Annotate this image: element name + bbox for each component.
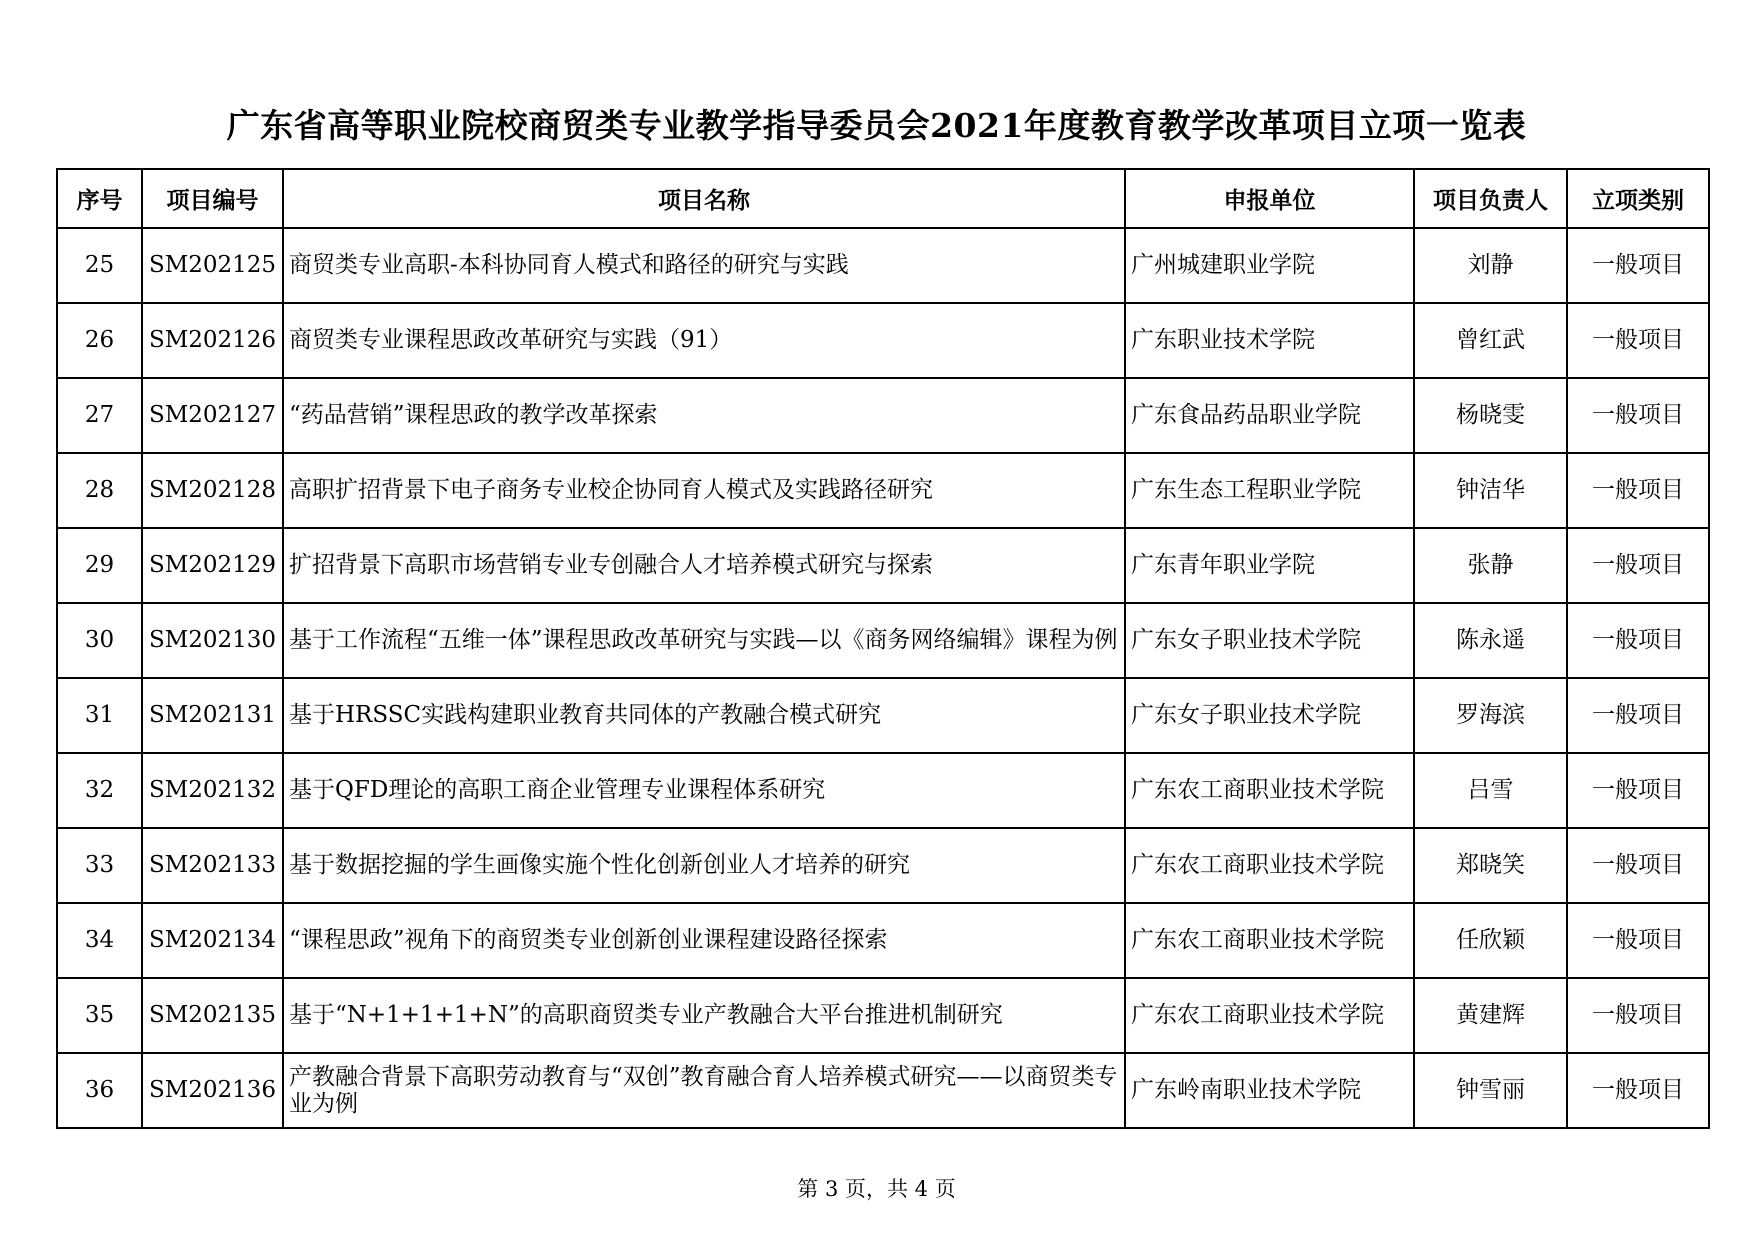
cell-unit: 广东岭南职业技术学院 <box>1125 1053 1414 1128</box>
cell-leader: 罗海滨 <box>1414 678 1567 753</box>
cell-project-name: 商贸类专业高职-本科协同育人模式和路径的研究与实践 <box>283 228 1125 303</box>
cell-code: SM202129 <box>142 528 283 603</box>
cell-category: 一般项目 <box>1567 828 1709 903</box>
cell-seq: 26 <box>57 303 142 378</box>
cell-seq: 35 <box>57 978 142 1053</box>
cell-unit: 广东职业技术学院 <box>1125 303 1414 378</box>
cell-unit: 广州城建职业学院 <box>1125 228 1414 303</box>
cell-unit: 广东生态工程职业学院 <box>1125 453 1414 528</box>
cell-seq: 31 <box>57 678 142 753</box>
cell-seq: 28 <box>57 453 142 528</box>
cell-seq: 30 <box>57 603 142 678</box>
cell-code: SM202128 <box>142 453 283 528</box>
cell-category: 一般项目 <box>1567 978 1709 1053</box>
table-row <box>57 753 1709 828</box>
cell-unit: 广东农工商职业技术学院 <box>1125 753 1414 828</box>
cell-project-name: 基于QFD理论的高职工商企业管理专业课程体系研究 <box>283 753 1125 828</box>
cell-category: 一般项目 <box>1567 1053 1709 1128</box>
cell-unit: 广东农工商职业技术学院 <box>1125 903 1414 978</box>
header-seq: 序号 <box>57 169 142 228</box>
cell-seq: 25 <box>57 228 142 303</box>
cell-code: SM202131 <box>142 678 283 753</box>
cell-project-name: 高职扩招背景下电子商务专业校企协同育人模式及实践路径研究 <box>283 453 1125 528</box>
table-row <box>57 978 1709 1053</box>
cell-category: 一般项目 <box>1567 903 1709 978</box>
cell-unit: 广东青年职业学院 <box>1125 528 1414 603</box>
cell-project-name: 基于数据挖掘的学生画像实施个性化创新创业人才培养的研究 <box>283 828 1125 903</box>
table-row <box>57 1053 1709 1128</box>
cell-code: SM202134 <box>142 903 283 978</box>
cell-leader: 刘静 <box>1414 228 1567 303</box>
table-row <box>57 603 1709 678</box>
cell-code: SM202130 <box>142 603 283 678</box>
cell-leader: 杨晓雯 <box>1414 378 1567 453</box>
cell-unit: 广东农工商职业技术学院 <box>1125 828 1414 903</box>
table-row <box>57 903 1709 978</box>
cell-seq: 34 <box>57 903 142 978</box>
project-table <box>56 168 1710 1129</box>
cell-leader: 曾红武 <box>1414 303 1567 378</box>
cell-leader: 张静 <box>1414 528 1567 603</box>
table-row <box>57 828 1709 903</box>
cell-leader: 吕雪 <box>1414 753 1567 828</box>
cell-code: SM202125 <box>142 228 283 303</box>
table-row <box>57 528 1709 603</box>
cell-leader: 陈永遥 <box>1414 603 1567 678</box>
header-leader: 项目负责人 <box>1414 169 1567 228</box>
cell-category: 一般项目 <box>1567 378 1709 453</box>
table-row <box>57 228 1709 303</box>
cell-category: 一般项目 <box>1567 603 1709 678</box>
cell-unit: 广东农工商职业技术学院 <box>1125 978 1414 1053</box>
cell-unit: 广东女子职业技术学院 <box>1125 678 1414 753</box>
cell-code: SM202135 <box>142 978 283 1053</box>
cell-category: 一般项目 <box>1567 228 1709 303</box>
table-row <box>57 378 1709 453</box>
page-number: 第 3 页，共 4 页 <box>797 1177 956 1201</box>
cell-code: SM202132 <box>142 753 283 828</box>
cell-project-name: 扩招背景下高职市场营销专业专创融合人才培养模式研究与探索 <box>283 528 1125 603</box>
cell-leader: 郑晓笑 <box>1414 828 1567 903</box>
cell-seq: 33 <box>57 828 142 903</box>
cell-seq: 36 <box>57 1053 142 1128</box>
header-code: 项目编号 <box>142 169 283 228</box>
cell-category: 一般项目 <box>1567 453 1709 528</box>
cell-project-name: “药品营销”课程思政的教学改革探索 <box>283 378 1125 453</box>
cell-seq: 27 <box>57 378 142 453</box>
cell-leader: 任欣颖 <box>1414 903 1567 978</box>
cell-leader: 钟洁华 <box>1414 453 1567 528</box>
cell-code: SM202126 <box>142 303 283 378</box>
cell-seq: 32 <box>57 753 142 828</box>
table-body <box>57 228 1709 1128</box>
header-category: 立项类别 <box>1567 169 1709 228</box>
header-unit: 申报单位 <box>1125 169 1414 228</box>
cell-project-name: 产教融合背景下高职劳动教育与“双创”教育融合育人培养模式研究——以商贸类专业为例 <box>283 1053 1125 1128</box>
cell-project-name: “课程思政”视角下的商贸类专业创新创业课程建设路径探索 <box>283 903 1125 978</box>
page-footer <box>0 1173 1753 1203</box>
cell-code: SM202133 <box>142 828 283 903</box>
cell-category: 一般项目 <box>1567 678 1709 753</box>
cell-project-name: 商贸类专业课程思政改革研究与实践（91） <box>283 303 1125 378</box>
cell-project-name: 基于“N+1+1+1+N”的高职商贸类专业产教融合大平台推进机制研究 <box>283 978 1125 1053</box>
table-row <box>57 453 1709 528</box>
cell-code: SM202136 <box>142 1053 283 1128</box>
table-row <box>57 303 1709 378</box>
cell-category: 一般项目 <box>1567 528 1709 603</box>
cell-code: SM202127 <box>142 378 283 453</box>
cell-project-name: 基于HRSSC实践构建职业教育共同体的产教融合模式研究 <box>283 678 1125 753</box>
cell-project-name: 基于工作流程“五维一体”课程思政改革研究与实践—以《商务网络编辑》课程为例 <box>283 603 1125 678</box>
cell-seq: 29 <box>57 528 142 603</box>
document-title: 广东省高等职业院校商贸类专业教学指导委员会2021年度教育教学改革项目立项一览表 <box>226 106 1527 145</box>
cell-unit: 广东女子职业技术学院 <box>1125 603 1414 678</box>
cell-leader: 钟雪丽 <box>1414 1053 1567 1128</box>
header-row <box>57 169 1709 228</box>
cell-category: 一般项目 <box>1567 753 1709 828</box>
cell-unit: 广东食品药品职业学院 <box>1125 378 1414 453</box>
table-row <box>57 678 1709 753</box>
cell-leader: 黄建辉 <box>1414 978 1567 1053</box>
cell-category: 一般项目 <box>1567 303 1709 378</box>
table-header <box>57 169 1709 228</box>
header-name: 项目名称 <box>283 169 1125 228</box>
